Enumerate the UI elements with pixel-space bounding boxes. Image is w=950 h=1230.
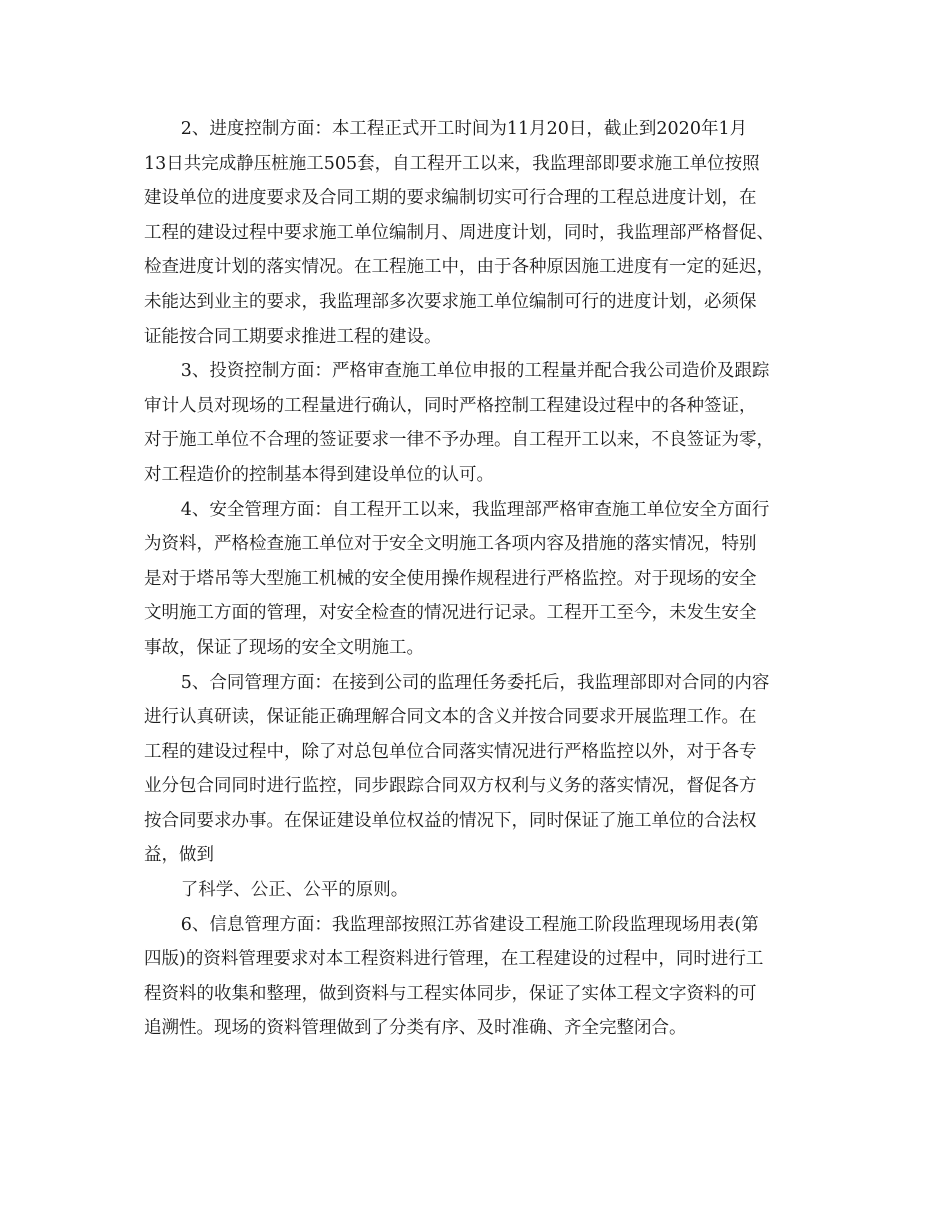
paragraph-information-management: 6、信息管理方面：我监理部按照江苏省建设工程施工阶段监理现场用表(第 四版)的资料管理要求对本工程资料进行管理，在工程建设的过程中，同时进行工 程资料的收集和整理，做到资料与工程实体同步，保证了实体工程文字资料的可 追溯性。现场的资料管理做到了分类有序、及时准确、齐全完整闭合。: [144, 914, 764, 1039]
document-body: [144, 112, 820, 1046]
paragraph-contract-continuation: 了科学、公正、公平的原则。: [180, 880, 409, 901]
paragraph-safety-management: 4、安全管理方面：自工程开工以来，我监理部严格审查施工单位安全方面行 为资料，严格检查施工单位对于安全文明施工各项内容及措施的落实情况，特别 是对于塔吊等大型施工机械的安全使用操作规程进行严格监控。对于现场的安全 文明施工方面的管理，对安全检查的情况进行记录。工程开工至今，未发生安全 事故，保证了现场的安全文明施工。: [144, 499, 770, 658]
paragraph-contract-management: 5、合同管理方面：在接到公司的监理任务委托后，我监理部即对合同的内容 进行认真研读，保证能正确理解合同文本的含义并按合同要求开展监理工作。在 工程的建设过程中，除了对总包单位合同落实情况进行严格监控以外，对于各专 业分包合同同时进行监控，同步跟踪合同双方权利与义务的落实情况，督促各方 按合同要求办事。在保证建设单位权益的情况下，同时保证了施工单位的合法权 益，做到: [144, 672, 770, 866]
paragraph-investment-control: 3、投资控制方面：严格审查施工单位申报的工程量并配合我公司造价及跟踪 审计人员对现场的工程量进行确认，同时严格控制工程建设过程中的各种签证， 对于施工单位不合理的签证要求一律不予办理。自工程开工以来，不良签证为零， 对工程造价的控制基本得到建设单位的认可。: [144, 361, 774, 485]
paragraph-progress-control: 2、进度控制方面：本工程正式开工时间为11月20日，截止到2020年1月 13日共完成静压桩施工505套，自工程开工以来，我监理部即要求施工单位按照 建设单位的进度要求及合同工期的要求编制切实可行合理的工程总进度计划，在 工程的建设过程中要求施工单位编制月、周进度计划，同时，我监理部严格督促、 检查进度计划的落实情况。在工程施工中，由于各种原因施工进度有一定的延迟， 未能达到业主的要求，我监理部多次要求施工单位编制可行的进度计划，必须保 证能按合同工期要求推进工程的建设。: [144, 119, 774, 347]
